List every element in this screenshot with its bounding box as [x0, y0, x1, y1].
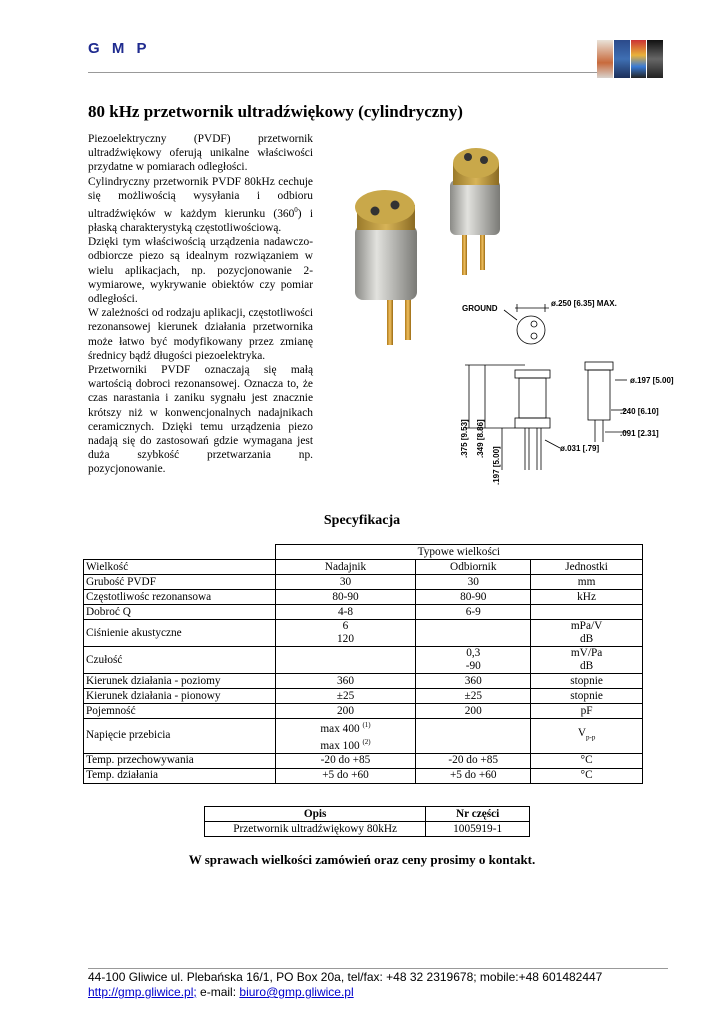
table-row: [84, 647, 643, 674]
spec-cell: Ciśnienie akustyczne: [84, 620, 276, 647]
spec-cell: 6-9: [416, 605, 531, 620]
technical-drawing: [455, 290, 680, 495]
spec-cell: -20 do +85: [416, 753, 531, 768]
spec-cell: mm: [531, 575, 643, 590]
spec-cell: $V_{p-p}$: [531, 719, 643, 754]
email-label: e-mail:: [196, 985, 240, 999]
table-row: [205, 807, 530, 822]
spec-cell: Temp. przechowywania: [84, 753, 276, 768]
drawing-label: .091 [2.31]: [620, 429, 659, 438]
spec-cell: 80-90: [416, 590, 531, 605]
drawing-label: ø.197 [5.00]: [630, 376, 674, 385]
page-title: 80 kHz przetwornik ultradźwiękowy (cylindryczny): [88, 102, 463, 121]
drawing-label: ø.031 [.79]: [560, 444, 600, 453]
drawing-label: .349 [8.86]: [476, 419, 485, 458]
spec-col-header: Wielkość: [84, 560, 276, 575]
spec-cell: pF: [531, 704, 643, 719]
spec-cell: stopnie: [531, 674, 643, 689]
spec-cell: [275, 647, 416, 674]
spec-cell: °C: [531, 753, 643, 768]
spec-cell: Napięcie przebicia: [84, 719, 276, 754]
spec-cell: [416, 719, 531, 754]
spec-cell: Kierunek działania - poziomy: [84, 674, 276, 689]
spec-group-header: Typowe wielkości: [275, 545, 642, 560]
spec-cell: +5 do +60: [275, 768, 416, 783]
table-row: [84, 704, 643, 719]
spec-cell: 200: [275, 704, 416, 719]
drawing-label: .240 [6.10]: [620, 407, 659, 416]
brand-logo-text: G M P: [88, 40, 151, 57]
header-divider: [88, 72, 598, 73]
spec-cell: ±25: [275, 689, 416, 704]
drawing-label: ø.250 [6.35] MAX.: [551, 299, 617, 308]
order-cell: 1005919-1: [426, 822, 530, 837]
footer-divider: [88, 968, 668, 969]
drawing-label: GROUND: [462, 304, 498, 313]
intro-paragraph: Piezoelektryczny (PVDF) przetwornik ultradźwiękowy oferują unikalne właściwości przydatne w pomiarach odległości.: [88, 133, 313, 174]
intro-paragraph: Przetworniki PVDF oznaczają się małą wartością dobroci rezonansowej. Oznacza to, że czas narastania i zaniku sygnału jest znacznie krótszy niż w konwencjonalnych nadajnikach ceramicznych. Dzięki temu urządzenia piezo nadają się do zastosowań gdzie wymagana jest duża szybkość przetwarzania np. pozycjonowanie.: [88, 364, 313, 476]
table-row: [205, 822, 530, 837]
spec-col-header: Jednostki: [531, 560, 643, 575]
intro-paragraph: Cylindryczny przetwornik PVDF 80kHz cechuje się możliwością wysyłania i odbioru ultradźwięków w każdym kierunku $(360^0)$ i płaską charakterystyką częstotliwościową.: [88, 175, 313, 235]
header-logo-images: [597, 40, 663, 78]
spec-cell: Dobroć Q: [84, 605, 276, 620]
order-col-header: Nr części: [426, 807, 530, 822]
intro-paragraph: W zależności od rodzaju aplikacji, częstotliwości rezonansowej kierunek działania przetwornika może łatwo być modyfikowany przez zmianę średnicy bądź długości piezoelektryka.: [88, 307, 313, 362]
table-row: [84, 768, 643, 783]
order-col-header: Opis: [205, 807, 426, 822]
spec-cell: max 400 $^{(1)}$ max 100 $^{(2)}$: [275, 719, 416, 754]
table-row: [84, 560, 643, 575]
intro-paragraph: Dzięki tym właściwością urządzenia nadawczo-odbiorcze piezo są idealnym rozwiązaniem w wielu aplikacjach, np. pozycjonowanie 2-wymiarowe, wykrywanie obiektów czy pomiar odległości.: [88, 236, 313, 306]
spec-cell: 4-8: [275, 605, 416, 620]
intro-text: [88, 132, 313, 477]
spec-cell: Czułość: [84, 647, 276, 674]
spec-cell: kHz: [531, 590, 643, 605]
spec-cell: 30: [275, 575, 416, 590]
spec-cell: Częstotliwośc rezonansowa: [84, 590, 276, 605]
spec-cell: [416, 620, 531, 647]
spec-cell: -20 do +85: [275, 753, 416, 768]
footer: [88, 970, 602, 1000]
spec-cell: ±25: [416, 689, 531, 704]
spec-cell: 6 120: [275, 620, 416, 647]
spec-cell: [531, 605, 643, 620]
footer-address: 44-100 Gliwice ul. Plebańska 16/1, PO Box 20a, tel/fax: +48 32 2319678; mobile:+48 601482447: [88, 970, 603, 984]
table-row: [84, 753, 643, 768]
spec-cell: 80-90: [275, 590, 416, 605]
spec-cell: mPa/V dB: [531, 620, 643, 647]
spec-cell: Grubość PVDF: [84, 575, 276, 590]
spec-cell: Temp. działania: [84, 768, 276, 783]
table-row: [84, 590, 643, 605]
spec-heading: Specyfikacja: [323, 513, 401, 528]
spec-col-header: Nadajnik: [275, 560, 416, 575]
table-row: [84, 689, 643, 704]
spec-cell: 0,3 -90: [416, 647, 531, 674]
spec-cell: +5 do +60: [416, 768, 531, 783]
table-row: [84, 605, 643, 620]
spec-col-header: Odbiornik: [416, 560, 531, 575]
table-row: [84, 575, 643, 590]
spec-cell: 30: [416, 575, 531, 590]
spec-cell: 200: [416, 704, 531, 719]
table-row: [84, 674, 643, 689]
spec-cell: stopnie: [531, 689, 643, 704]
spec-cell: 360: [416, 674, 531, 689]
drawing-label: .375 [9.53]: [460, 419, 469, 458]
order-cell: Przetwornik ultradźwiękowy 80kHz: [205, 822, 426, 837]
spec-cell: 360: [275, 674, 416, 689]
spec-cell: Kierunek działania - pionowy: [84, 689, 276, 704]
table-row: [84, 620, 643, 647]
spec-cell: Pojemność: [84, 704, 276, 719]
table-row: [84, 719, 643, 754]
email-link[interactable]: biuro@gmp.gliwice.pl: [239, 985, 354, 999]
table-row: [84, 545, 643, 560]
contact-note: W sprawach wielkości zamówień oraz ceny prosimy o kontakt.: [188, 852, 536, 867]
website-link[interactable]: http://gmp.gliwice.pl;: [88, 985, 197, 999]
spec-table: [83, 544, 643, 784]
spec-cell: mV/Pa dB: [531, 647, 643, 674]
order-table: [204, 806, 530, 837]
drawing-label: .197 [5.00]: [492, 446, 501, 485]
spec-cell: °C: [531, 768, 643, 783]
